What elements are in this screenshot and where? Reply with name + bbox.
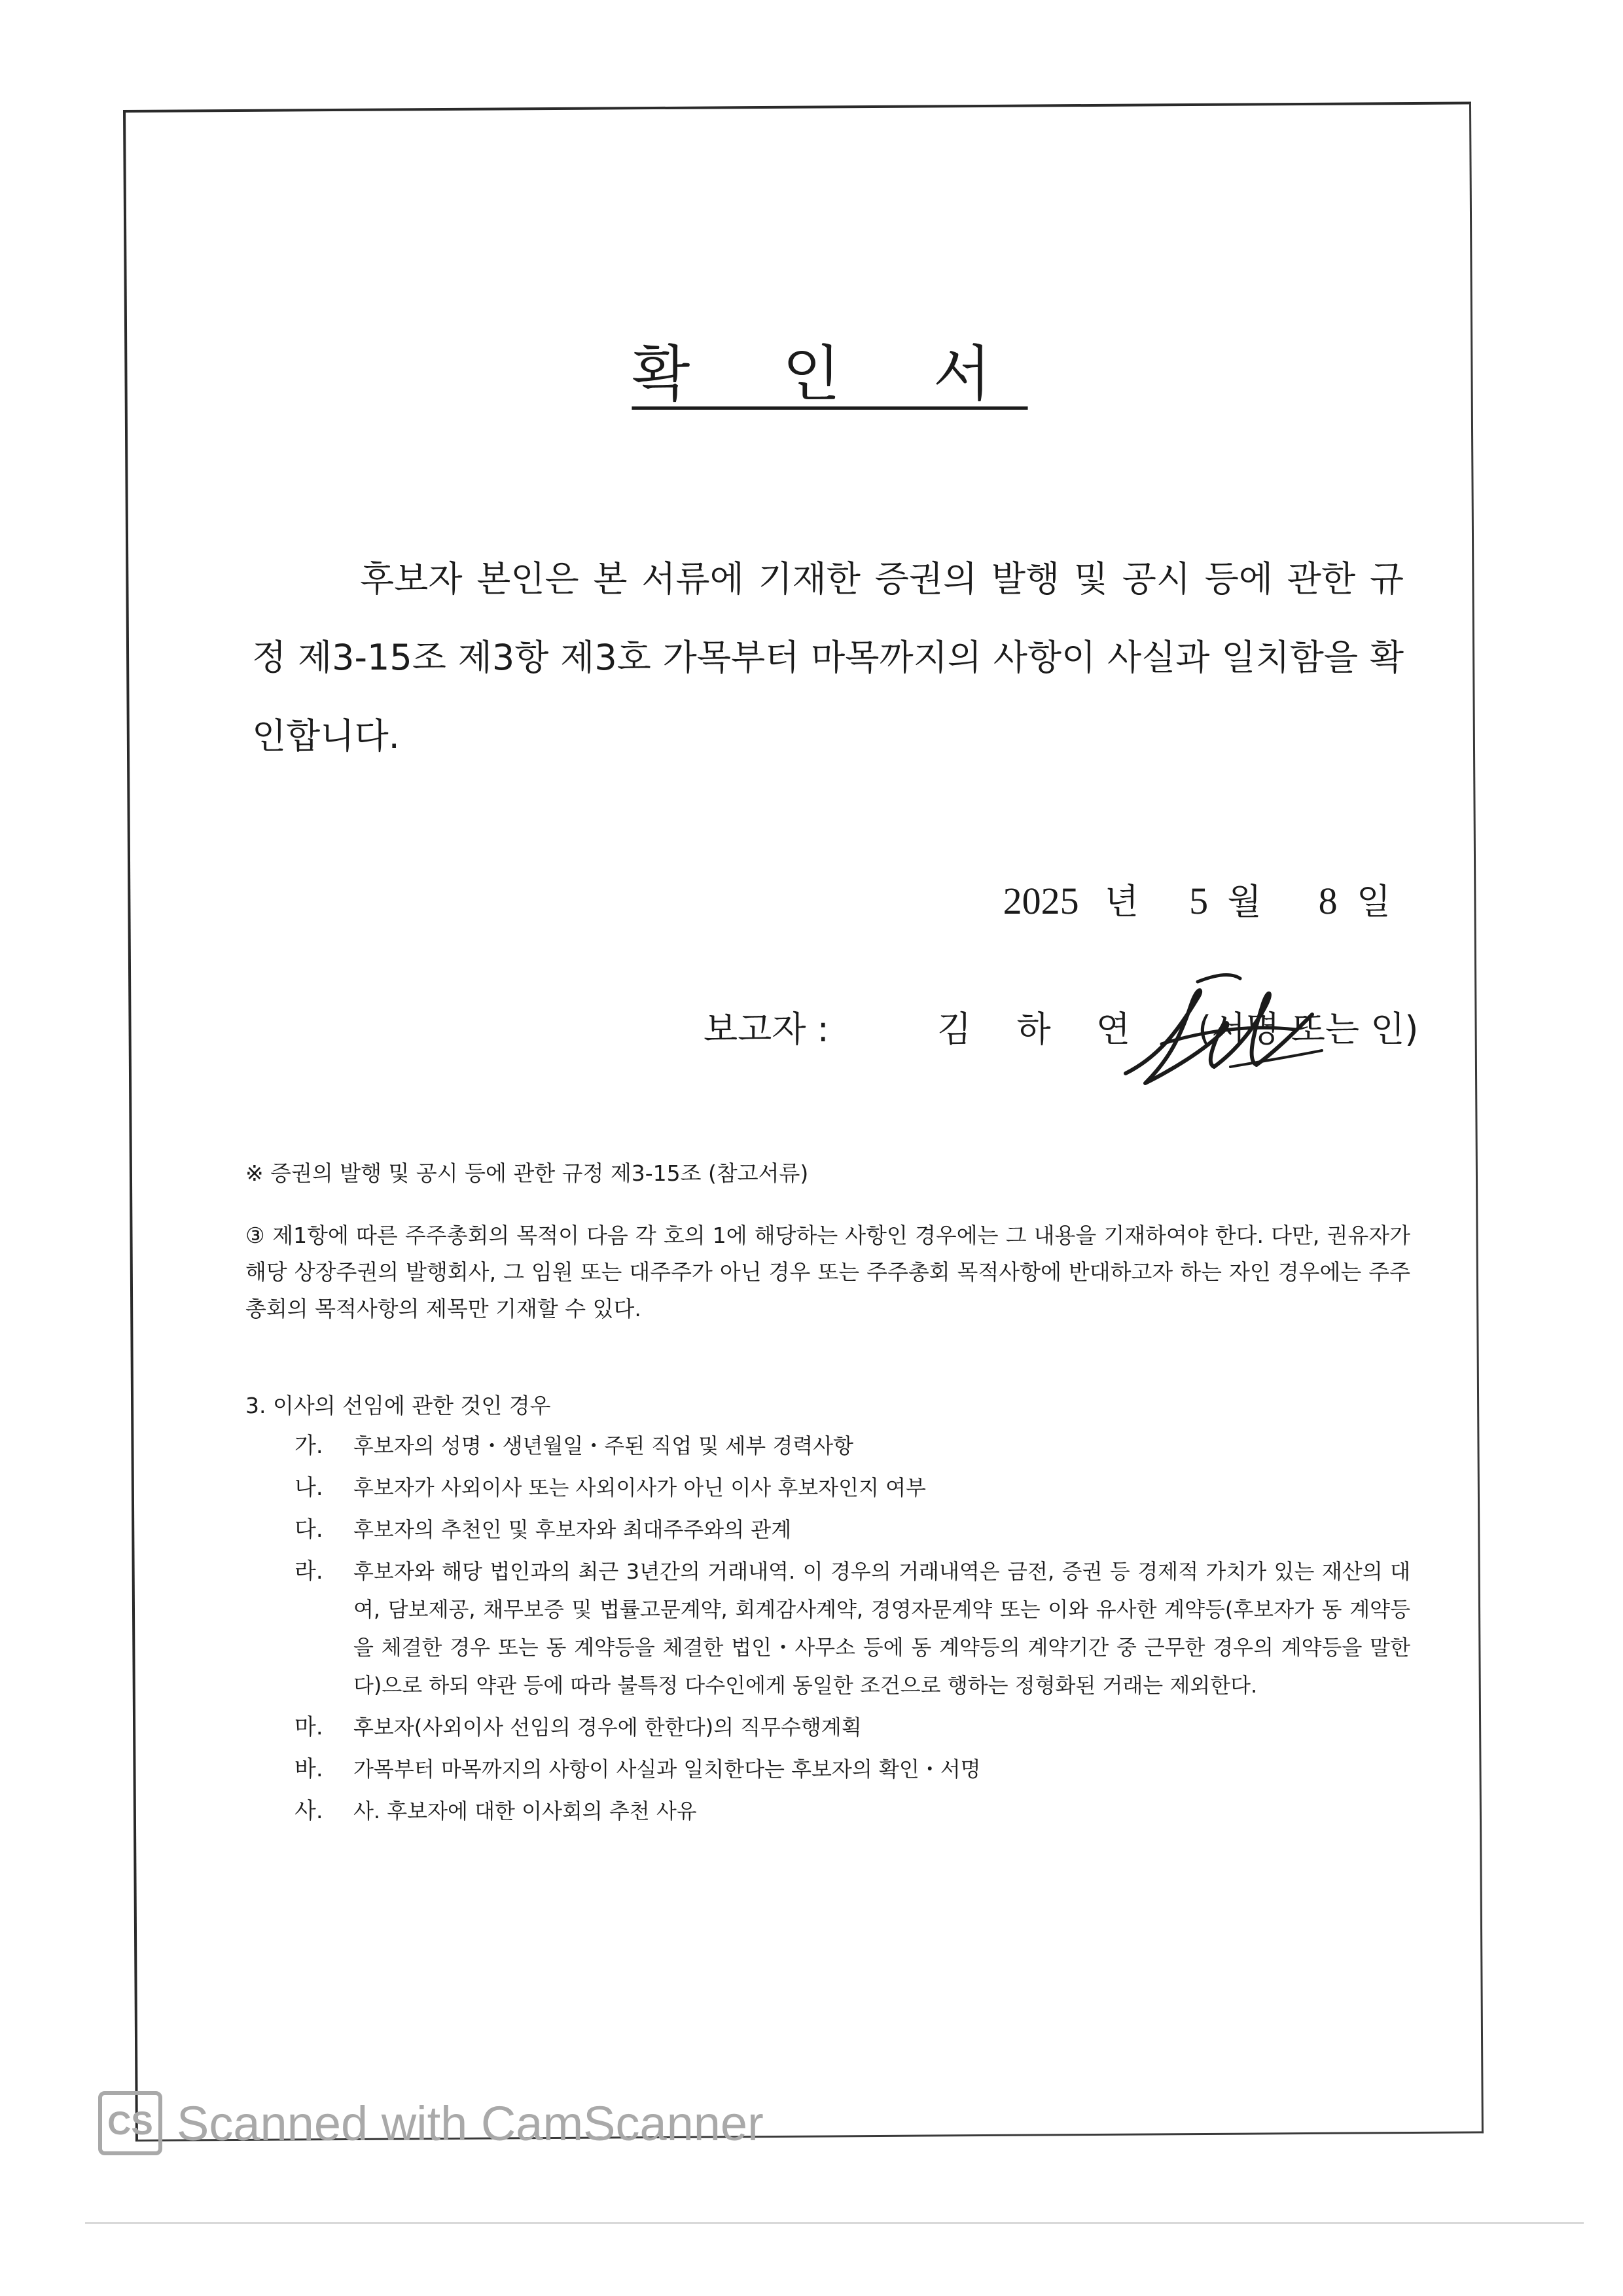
regulation-subitems (294, 1427, 1410, 1834)
subitem-mark: 나. (294, 1475, 323, 1501)
subitem-text: 사. 후보자에 대한 이사회의 추천 사유 (353, 1799, 697, 1823)
subitem-mark: 사. (294, 1798, 323, 1824)
subitem-mark: 마. (294, 1714, 323, 1740)
signature-placeholder: (서명 또는 인) (1198, 1009, 1419, 1050)
signing-date (1003, 874, 1391, 924)
date-day: 8 (1318, 880, 1338, 922)
subitem-mark: 라. (294, 1558, 323, 1585)
list-item (294, 1469, 1410, 1507)
date-month-unit: 월 (1227, 881, 1262, 922)
date-year-unit: 년 (1104, 881, 1139, 922)
subitem-mark: 바. (294, 1756, 323, 1782)
list-item (294, 1792, 1410, 1830)
list-item (294, 1427, 1410, 1465)
confirmation-statement: 후보자 본인은 본 서류에 기재한 증권의 발행 및 공시 등에 관한 규정 제3-15조 제3항 제3호 가목부터 마목까지의 사항이 사실과 일치함을 확인합니다. (252, 558, 1404, 757)
document-title: 확 인 서 (632, 339, 1028, 409)
reporter-name: 김 하 연 (937, 1009, 1147, 1050)
camscanner-text: Scanned with CamScanner (177, 2096, 764, 2151)
date-year: 2025 (1003, 880, 1079, 922)
subitem-text: 후보자와 해당 법인과의 최근 3년간의 거래내역. 이 경우의 거래내역은 금전, 증권 등 경제적 가치가 있는 재산의 대여, 담보제공, 채무보증 및 법률고문계약, 회계감사계약, 경영자문계약 또는 이와 유사한 계약등(후보자가 동 계약등을 체결한 경우 또는 동 계약등을 체결한 법인・사무소 등에 동 계약등의 계약기간 중 근무한 경우의 계약등을 말한다)으로 하되 약관 등에 따라 불특정 다수인에게 동일한 조건으로 행하는 정형화된 거래는 제외한다. (353, 1559, 1410, 1698)
list-item (294, 1552, 1410, 1704)
regulation-paragraph: ③ 제1항에 따른 주주총회의 목적이 다음 각 호의 1에 해당하는 사항인 경우에는 그 내용을 기재하여야 한다. 다만, 권유자가 해당 상장주권의 발행회사, 그 임원 또는 대주주가 아닌 경우 또는 주주총회 목적사항에 반대하고자 하는 자인 경우에는 주주총회의 목적사항의 제목만 기재할 수 있다. (245, 1223, 1410, 1321)
regulation-item-3: 3. 이사의 선임에 관한 것인 경우 (245, 1393, 551, 1418)
list-item (294, 1750, 1410, 1788)
subitem-text: 후보자의 성명・생년월일・주된 직업 및 세부 경력사항 (353, 1433, 854, 1458)
camscanner-watermark (98, 2091, 764, 2155)
page-edge-divider (85, 2222, 1584, 2224)
handwritten-signature (1099, 952, 1361, 1109)
subitem-text: 후보자가 사외이사 또는 사외이사가 아닌 이사 후보자인지 여부 (353, 1475, 926, 1500)
camscanner-logo-icon: CS (98, 2091, 162, 2155)
regulation-reference: ※ 증권의 발행 및 공시 등에 관한 규정 제3-15조 (참고서류) (245, 1160, 809, 1186)
list-item (294, 1708, 1410, 1746)
date-month: 5 (1189, 880, 1209, 922)
subitem-text: 후보자의 추천인 및 후보자와 최대주주와의 관계 (353, 1517, 792, 1542)
subitem-text: 가목부터 마목까지의 사항이 사실과 일치한다는 후보자의 확인・서명 (353, 1757, 981, 1782)
subitem-text: 후보자(사외이사 선임의 경우에 한한다)의 직무수행계획 (353, 1715, 862, 1740)
date-day-unit: 일 (1356, 881, 1391, 922)
list-item (294, 1511, 1410, 1549)
subitem-mark: 다. (294, 1516, 323, 1543)
reporter-label: 보고자 : (704, 1009, 829, 1050)
subitem-mark: 가. (294, 1433, 323, 1459)
